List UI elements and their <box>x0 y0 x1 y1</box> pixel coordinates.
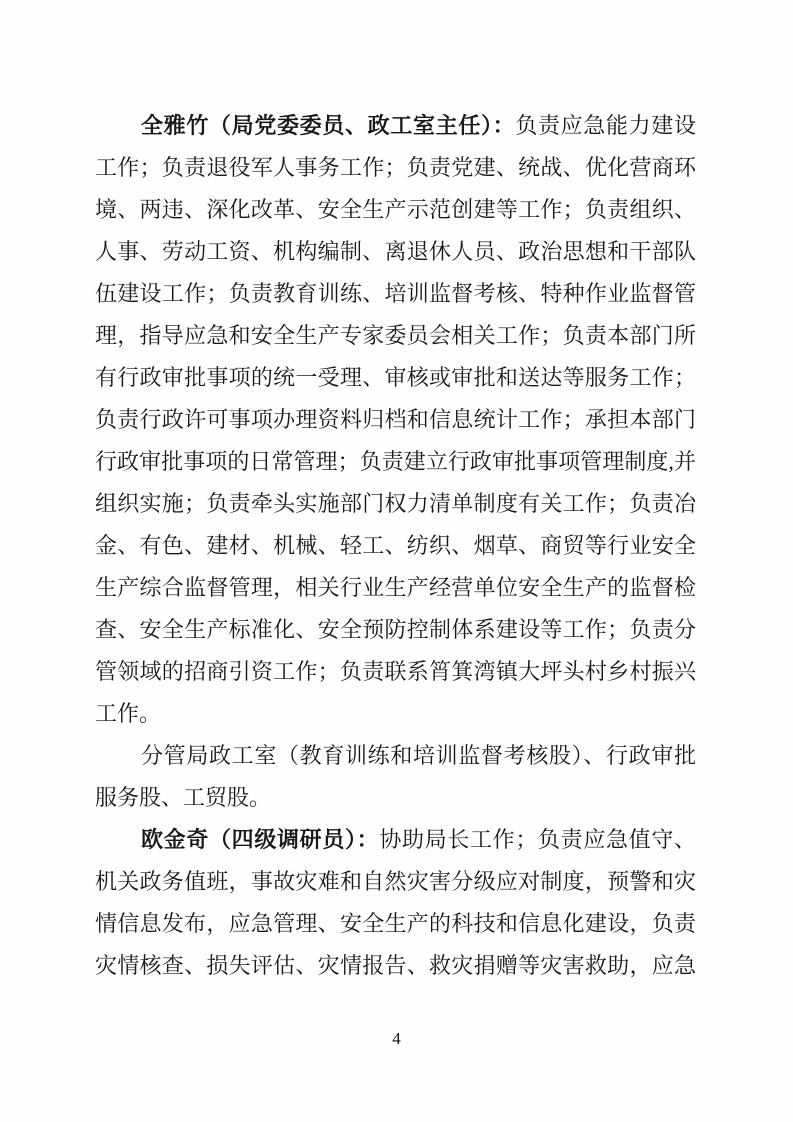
text-line: 情信息发布，应急管理、安全生产的科技和信息化建设，负责 <box>95 911 696 936</box>
paragraph-division-of-charge <box>95 735 696 819</box>
text-line: 金、有色、建材、机械、轻工、纺织、烟草、商贸等行业安全 <box>95 533 696 558</box>
text-line: 工作。 <box>95 701 162 726</box>
text-line: 工作；负责退役军人事务工作；负责党建、统战、优化营商环 <box>95 155 696 180</box>
text-line: 伍建设工作；负责教育训练、培训监督考核、特种作业监督管 <box>95 281 696 306</box>
text-line <box>95 819 696 861</box>
text-line: 理，指导应急和安全生产专家委员会相关工作；负责本部门所 <box>95 323 696 348</box>
text-line: 有行政审批事项的统一受理、审核或审批和送达等服务工作； <box>95 365 696 390</box>
text-line: 机关政务值班，事故灾难和自然灾害分级应对制度，预警和灾 <box>95 869 696 894</box>
text-line: 管领域的招商引资工作；负责联系筲箕湾镇大坪头村乡村振兴 <box>95 659 696 684</box>
text-line: 负责行政许可事项办理资料归档和信息统计工作；承担本部门 <box>95 407 696 432</box>
text-line: 分管局政工室（教育训练和培训监督考核股）、行政审批 <box>141 743 696 768</box>
page-number: 4 <box>392 1029 401 1048</box>
text-line: 组织实施；负责牵头实施部门权力清单制度有关工作；负责冶 <box>95 491 696 516</box>
text-line: 境、两违、深化改革、安全生产示范创建等工作；负责组织、 <box>95 197 696 222</box>
paragraph-quan-yazhu <box>95 105 696 735</box>
text-line: 服务股、工贸股。 <box>95 785 272 810</box>
text-segment: 协助局长工作；负责应急值守、 <box>379 827 696 852</box>
text-segment: 负责应急能力建设 <box>515 113 696 138</box>
text-line: 生产综合监督管理，相关行业生产经营单位安全生产的监督检 <box>95 575 696 600</box>
text-line: 灾情核查、损失评估、灾情报告、救灾捐赠等灾害救助，应急 <box>95 953 696 978</box>
document-body <box>95 105 696 987</box>
text-line: 查、安全生产标准化、安全预防控制体系建设等工作；负责分 <box>95 617 696 642</box>
text-line <box>95 105 696 147</box>
text-line: 行政审批事项的日常管理；负责建立行政审批事项管理制度,并 <box>95 449 696 474</box>
person-name-heading: 全雅竹（局党委委员、政工室主任）： <box>141 113 516 138</box>
person-name-heading: 欧金奇（四级调研员）： <box>141 827 380 852</box>
paragraph-ou-jinqi <box>95 819 696 987</box>
text-line: 人事、劳动工资、机构编制、离退休人员、政治思想和干部队 <box>95 239 696 264</box>
